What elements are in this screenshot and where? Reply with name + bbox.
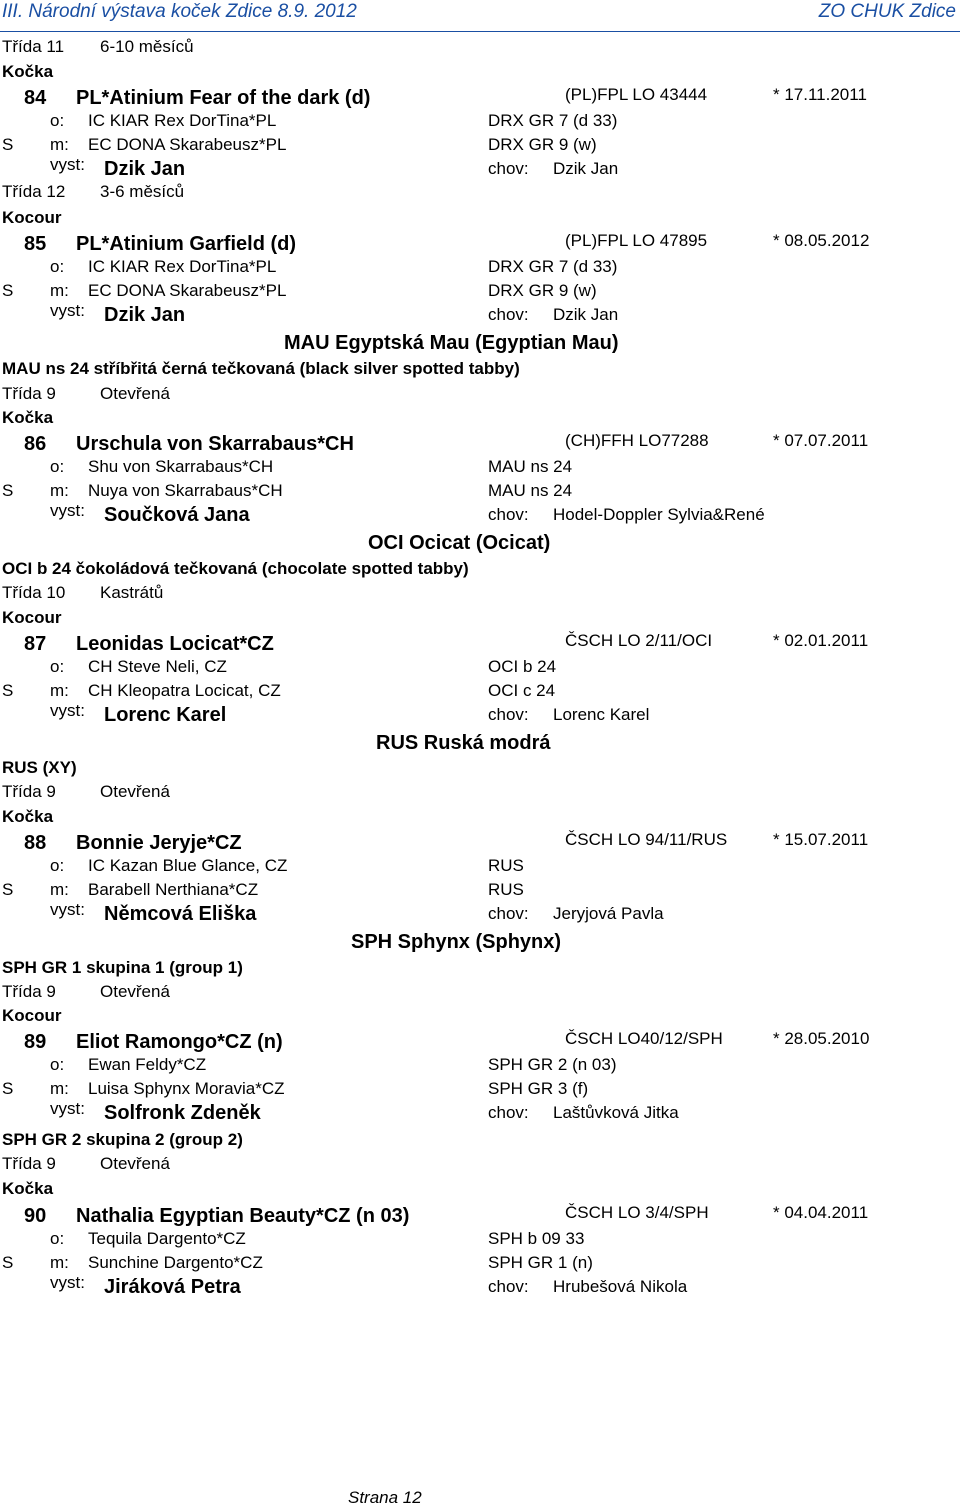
birth-date: * 04.04.2011	[773, 1203, 869, 1222]
sex-marker: S	[2, 135, 14, 154]
class-value: Otevřená	[100, 384, 170, 403]
sire-name: IC Kazan Blue Glance, CZ	[88, 856, 288, 875]
entry-number: 86	[24, 433, 47, 455]
breeder-label: chov:	[488, 1103, 529, 1122]
sex-heading: Kocour	[2, 608, 62, 627]
dam-name: Luisa Sphynx Moravia*CZ	[88, 1079, 285, 1098]
entry-number: 87	[24, 633, 47, 655]
sire-code: RUS	[488, 856, 524, 875]
exhibitor-label: vyst:	[50, 155, 85, 174]
registration-number: ČSCH LO40/12/SPH	[565, 1029, 723, 1048]
sex-marker: S	[2, 481, 14, 500]
breeder-label: chov:	[488, 705, 529, 724]
exhibitor-name: Dzik Jan	[104, 158, 186, 180]
breeder-label: chov:	[488, 159, 529, 178]
sex-heading: Kočka	[2, 807, 54, 826]
birth-date: * 28.05.2010	[773, 1029, 870, 1048]
sire-prefix: o:	[50, 457, 65, 476]
dam-prefix: m:	[50, 1079, 69, 1098]
birth-date: * 02.01.2011	[773, 631, 869, 650]
exhibitor-name: Součková Jana	[104, 504, 250, 526]
sire-prefix: o:	[50, 657, 65, 676]
exhibitor-name: Solfronk Zdeněk	[104, 1102, 261, 1124]
class-value: Otevřená	[100, 982, 170, 1001]
entry-number: 90	[24, 1205, 47, 1227]
class-label: Třída 12	[2, 182, 66, 201]
dam-code: DRX GR 9 (w)	[488, 135, 597, 154]
sex-marker: S	[2, 1253, 14, 1272]
cat-name: PL*Atinium Fear of the dark (d)	[76, 87, 371, 109]
birth-date: * 17.11.2011	[773, 85, 867, 104]
color-heading: MAU ns 24 stříbřitá černá tečkovaná (black silver spotted tabby)	[2, 359, 520, 378]
cat-name: Urschula von Skarrabaus*CH	[76, 433, 354, 455]
sex-heading: Kočka	[2, 62, 54, 81]
sex-heading: Kocour	[2, 208, 62, 227]
sire-name: CH Steve Neli, CZ	[88, 657, 227, 676]
breeder-name: Dzik Jan	[553, 305, 619, 324]
class-label: Třída 9	[2, 384, 56, 403]
sire-code: SPH b 09 33	[488, 1229, 585, 1248]
group-heading: SPH GR 1 skupina 1 (group 1)	[2, 958, 243, 977]
breeder-label: chov:	[488, 305, 529, 324]
birth-date: * 08.05.2012	[773, 231, 870, 250]
entry-number: 88	[24, 832, 47, 854]
registration-number: ČSCH LO 3/4/SPH	[565, 1203, 709, 1222]
class-value: Otevřená	[100, 1154, 170, 1173]
breed-heading: RUS Ruská modrá	[376, 732, 551, 754]
class-label: Třída 9	[2, 782, 56, 801]
exhibitor-name: Lorenc Karel	[104, 704, 227, 726]
class-value: 3-6 měsíců	[100, 182, 185, 201]
dam-code: SPH GR 1 (n)	[488, 1253, 593, 1272]
exhibitor-name: Jiráková Petra	[104, 1276, 241, 1298]
dam-code: DRX GR 9 (w)	[488, 281, 597, 300]
sex-heading: Kočka	[2, 1179, 54, 1198]
registration-number: (CH)FFH LO77288	[565, 431, 709, 450]
sire-prefix: o:	[50, 1055, 65, 1074]
dam-code: SPH GR 3 (f)	[488, 1079, 589, 1098]
dam-code: MAU ns 24	[488, 481, 573, 500]
page-number: Strana 12	[348, 1488, 422, 1507]
entry-number: 89	[24, 1031, 47, 1053]
header-organizer: ZO CHUK Zdice	[818, 1, 956, 22]
dam-name: EC DONA Skarabeusz*PL	[88, 281, 287, 300]
birth-date: * 07.07.2011	[773, 431, 869, 450]
dam-code: RUS	[488, 880, 524, 899]
color-heading: OCI b 24 čokoládová tečkovaná (chocolate spotted tabby)	[2, 559, 469, 578]
sex-heading: Kocour	[2, 1006, 62, 1025]
breeder-name: Hodel-Doppler Sylvia&René	[553, 505, 765, 524]
class-label: Třída 10	[2, 583, 66, 602]
exhibitor-label: vyst:	[50, 301, 85, 320]
sire-prefix: o:	[50, 856, 65, 875]
group-heading: SPH GR 2 skupina 2 (group 2)	[2, 1130, 243, 1149]
exhibitor-label: vyst:	[50, 1099, 85, 1118]
sire-name: Tequila Dargento*CZ	[88, 1229, 246, 1248]
exhibitor-name: Dzik Jan	[104, 304, 186, 326]
exhibitor-label: vyst:	[50, 900, 85, 919]
cat-name: PL*Atinium Garfield (d)	[76, 233, 296, 255]
registration-number: ČSCH LO 94/11/RUS	[565, 830, 728, 849]
exhibitor-label: vyst:	[50, 701, 85, 720]
sex-marker: S	[2, 681, 14, 700]
breeder-label: chov:	[488, 1277, 529, 1296]
sire-code: DRX GR 7 (d 33)	[488, 111, 618, 130]
sire-prefix: o:	[50, 257, 65, 276]
sire-name: IC KIAR Rex DorTina*PL	[88, 257, 277, 276]
dam-name: EC DONA Skarabeusz*PL	[88, 135, 287, 154]
birth-date: * 15.07.2011	[773, 830, 869, 849]
sire-code: OCI b 24	[488, 657, 557, 676]
dam-prefix: m:	[50, 281, 69, 300]
exhibitor-name: Němcová Eliška	[104, 903, 257, 925]
sire-code: SPH GR 2 (n 03)	[488, 1055, 617, 1074]
sire-code: MAU ns 24	[488, 457, 573, 476]
color-heading: RUS (XY)	[2, 758, 77, 777]
entry-number: 84	[24, 87, 47, 109]
page-header	[0, 0, 960, 32]
breeder-label: chov:	[488, 904, 529, 923]
class-value: Otevřená	[100, 782, 170, 801]
exhibitor-label: vyst:	[50, 1273, 85, 1292]
breeder-name: Jeryjová Pavla	[553, 904, 664, 923]
dam-name: CH Kleopatra Locicat, CZ	[88, 681, 281, 700]
class-label: Třída 9	[2, 1154, 56, 1173]
header-title: III. Národní výstava koček Zdice 8.9. 2012	[2, 1, 357, 22]
entry-number: 85	[24, 233, 47, 255]
breed-heading: SPH Sphynx (Sphynx)	[351, 931, 562, 953]
breed-heading: OCI Ocicat (Ocicat)	[368, 532, 551, 554]
cat-name: Bonnie Jeryje*CZ	[76, 832, 242, 854]
breeder-name: Hrubešová Nikola	[553, 1277, 688, 1296]
dam-prefix: m:	[50, 681, 69, 700]
dam-name: Sunchine Dargento*CZ	[88, 1253, 263, 1272]
sex-marker: S	[2, 1079, 14, 1098]
sex-heading: Kočka	[2, 408, 54, 427]
sire-prefix: o:	[50, 1229, 65, 1248]
sire-code: DRX GR 7 (d 33)	[488, 257, 618, 276]
registration-number: ČSCH LO 2/11/OCI	[565, 631, 713, 650]
dam-name: Nuya von Skarrabaus*CH	[88, 481, 283, 500]
class-value: 6-10 měsíců	[100, 37, 194, 56]
registration-number: (PL)FPL LO 43444	[565, 85, 708, 104]
sire-name: Shu von Skarrabaus*CH	[88, 457, 274, 476]
sire-prefix: o:	[50, 111, 65, 130]
class-value: Kastrátů	[100, 583, 164, 602]
dam-code: OCI c 24	[488, 681, 556, 700]
dam-prefix: m:	[50, 135, 69, 154]
dam-prefix: m:	[50, 880, 69, 899]
registration-number: (PL)FPL LO 47895	[565, 231, 708, 250]
dam-name: Barabell Nerthiana*CZ	[88, 880, 259, 899]
sex-marker: S	[2, 281, 14, 300]
cat-name: Leonidas Locicat*CZ	[76, 633, 274, 655]
dam-prefix: m:	[50, 481, 69, 500]
breeder-name: Dzik Jan	[553, 159, 619, 178]
breeder-name: Lorenc Karel	[553, 705, 650, 724]
breed-heading: MAU Egyptská Mau (Egyptian Mau)	[284, 332, 619, 354]
cat-name: Nathalia Egyptian Beauty*CZ (n 03)	[76, 1205, 410, 1227]
dam-prefix: m:	[50, 1253, 69, 1272]
class-label: Třída 11	[2, 37, 65, 56]
sire-name: Ewan Feldy*CZ	[88, 1055, 207, 1074]
exhibitor-label: vyst:	[50, 501, 85, 520]
sex-marker: S	[2, 880, 14, 899]
class-label: Třída 9	[2, 982, 56, 1001]
breeder-label: chov:	[488, 505, 529, 524]
sire-name: IC KIAR Rex DorTina*PL	[88, 111, 277, 130]
breeder-name: Laštůvková Jitka	[553, 1103, 679, 1122]
cat-name: Eliot Ramongo*CZ (n)	[76, 1031, 283, 1053]
